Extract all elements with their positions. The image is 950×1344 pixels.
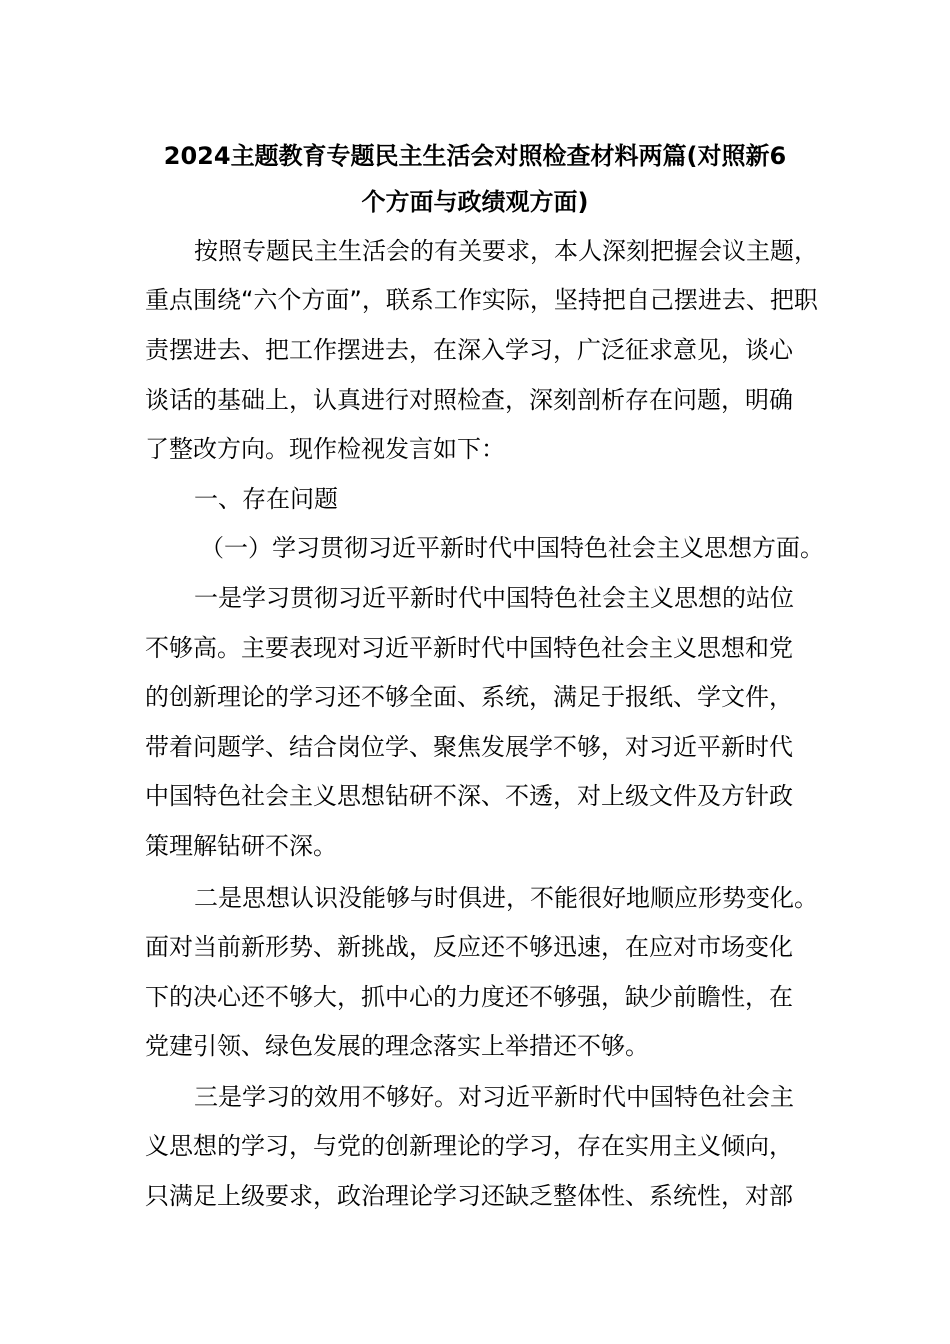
point-1-line-6: 策理解钻研不深。: [145, 832, 337, 860]
intro-line-2: 重点围绕“六个方面”，联系工作实际，坚持把自己摆进去、把职: [145, 286, 818, 314]
point-1-line-5: 中国特色社会主义思想钻研不深、不透，对上级文件及方针政: [145, 782, 793, 810]
point-3-line-3: 只满足上级要求，政治理论学习还缺乏整体性、系统性，对部: [145, 1182, 793, 1210]
section-heading: 一、存在问题: [194, 485, 338, 513]
intro-line-3: 责摆进去、把工作摆进去，在深入学习，广泛征求意见，谈心: [145, 336, 793, 364]
intro-line-5: 了整改方向。现作检视发言如下：: [145, 435, 505, 463]
point-1-line-3: 的创新理论的学习还不够全面、系统，满足于报纸、学文件，: [145, 683, 793, 711]
intro-line-4: 谈话的基础上，认真进行对照检查，深刻剖析存在问题，明确: [145, 386, 793, 414]
point-3-line-2: 义思想的学习，与党的创新理论的学习，存在实用主义倾向，: [145, 1132, 793, 1160]
point-1-line-4: 带着问题学、结合岗位学、聚焦发展学不够，对习近平新时代: [145, 733, 793, 761]
point-3-line-1: 三是学习的效用不够好。对习近平新时代中国特色社会主: [194, 1083, 794, 1111]
document-title-line-1: 2024主题教育专题民主生活会对照检查材料两篇(对照新6: [163, 142, 787, 170]
point-2-line-3: 下的决心还不够大，抓中心的力度还不够强，缺少前瞻性，在: [145, 983, 793, 1011]
subsection-heading: （一）学习贯彻习近平新时代中国特色社会主义思想方面。: [200, 534, 824, 562]
point-2-line-1: 二是思想认识没能够与时俱进，不能很好地顺应形势变化。: [194, 884, 818, 912]
intro-line-1: 按照专题民主生活会的有关要求，本人深刻把握会议主题，: [194, 237, 818, 265]
document-title-line-2: 个方面与政绩观方面): [361, 188, 589, 216]
point-2-line-4: 党建引领、绿色发展的理念落实上举措还不够。: [145, 1032, 649, 1060]
point-2-line-2: 面对当前新形势、新挑战，反应还不够迅速，在应对市场变化: [145, 933, 793, 961]
point-1-line-1: 一是学习贯彻习近平新时代中国特色社会主义思想的站位: [194, 584, 794, 612]
point-1-line-2: 不够高。主要表现对习近平新时代中国特色社会主义思想和党: [145, 634, 793, 662]
